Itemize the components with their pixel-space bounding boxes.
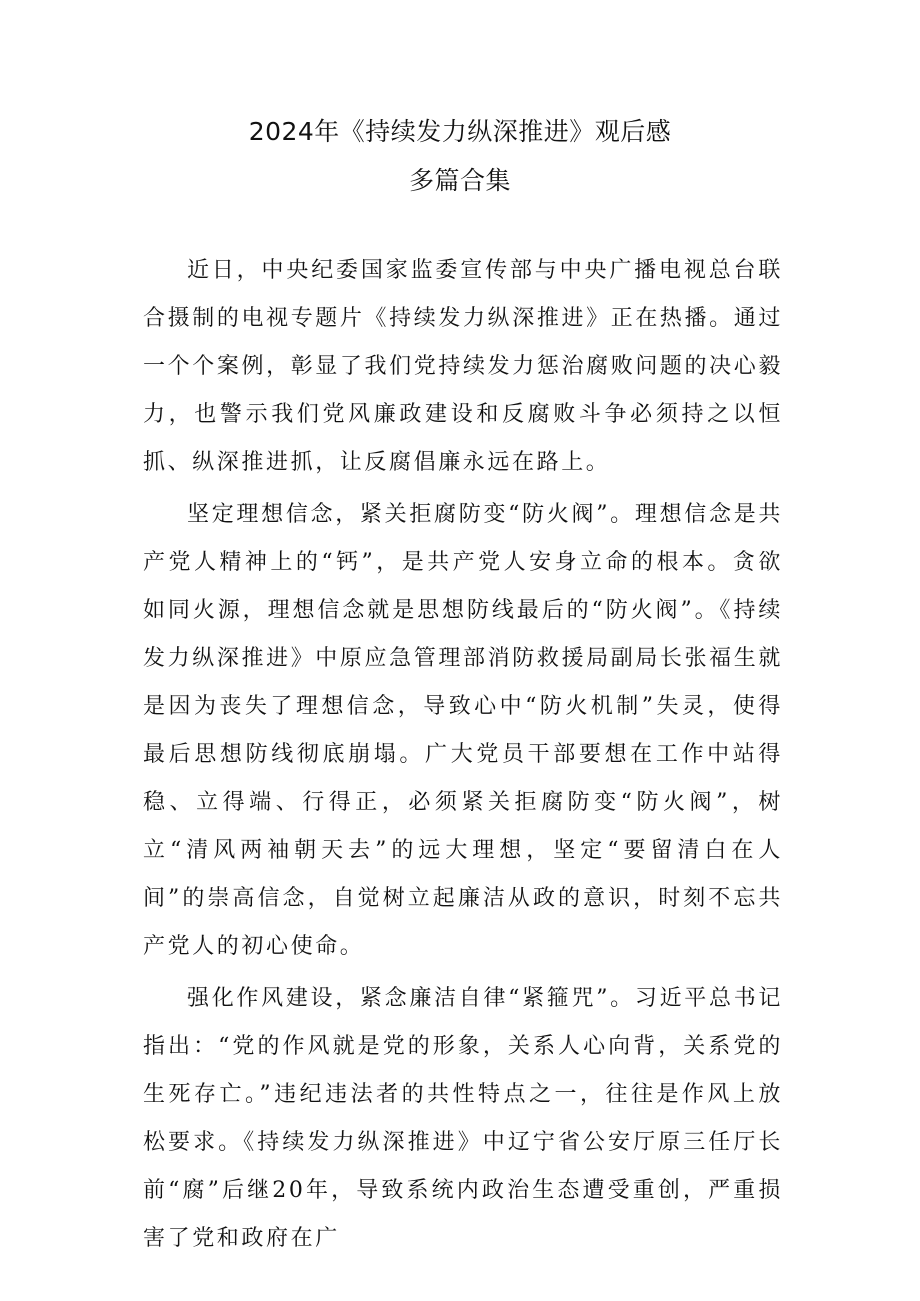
document-body <box>143 247 783 1263</box>
paragraph-ideals: 坚定理想信念，紧关拒腐防变“防火阀”。理想信念是共产党人精神上的“钙”，是共产党人安身立命的根本。贪欲如同火源，理想信念就是思想防线最后的“防火阀”。《持续发力纵深推进》中原应急管理部消防救援局副局长张福生就是因为丧失了理想信念，导致心中“防火机制”失灵，使得最后思想防线彻底崩塌。广大党员干部要想在工作中站得稳、立得端、行得正，必须紧关拒腐防变“防火阀”，树立“清风两袖朝天去”的远大理想，坚定“要留清白在人间”的崇高信念，自觉树立起廉洁从政的意识，时刻不忘共产党人的初心使命。 <box>143 502 783 959</box>
document-title: 2024年《持续发力纵深推进》观后感 <box>248 117 672 146</box>
paragraph-conduct: 强化作风建设，紧念廉洁自律“紧箍咒”。习近平总书记指出：“党的作风就是党的形象，关系人心向背，关系党的生死存亡。”违纪违法者的共性特点之一，往往是作风上放松要求。《持续发力纵深推进》中辽宁省公安厅原三任厅长前“腐”后继20年，导致系统内政治生态遭受重创，严重损害了党和政府在广 <box>143 986 783 1251</box>
paragraph-intro: 近日，中央纪委国家监委宣传部与中央广播电视总台联合摄制的电视专题片《持续发力纵深推进》正在热播。通过一个个案例，彰显了我们党持续发力惩治腐败问题的决心毅力，也警示我们党风廉政建设和反腐败斗争必须持之以恒抓、纵深推进抓，让反腐倡廉永远在路上。 <box>143 258 783 475</box>
document-subtitle: 多篇合集 <box>408 166 511 195</box>
